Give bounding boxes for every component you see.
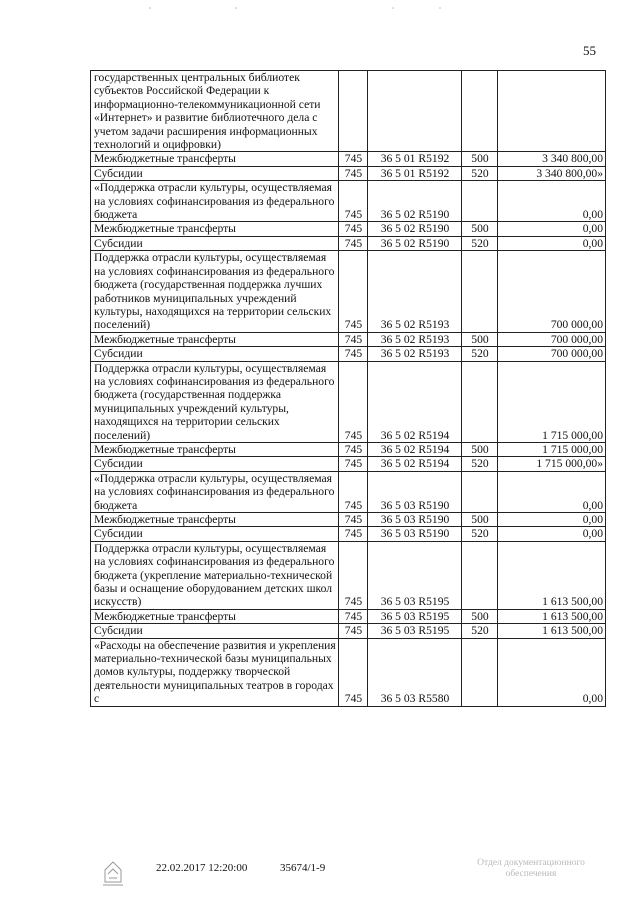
table-row [91,71,606,152]
item-name-cell: Субсидии [91,624,339,638]
item-name-cell: Субсидии [91,457,339,471]
expense-type-code-cell: 520 [462,624,498,638]
expense-type-code-cell: 500 [462,152,498,166]
target-article-code-cell: 36 5 03 R5195 [368,624,462,638]
department-code-cell: 745 [339,332,368,346]
expense-type-code-cell [462,71,498,152]
amount-cell: 1 613 500,00 [498,609,606,623]
item-name-cell: Межбюджетные трансферты [91,332,339,346]
scan-edge-artifacts [0,0,640,8]
item-name-cell: Межбюджетные трансферты [91,609,339,623]
department-code-cell: 745 [339,347,368,361]
table-row [91,457,606,471]
target-article-code-cell: 36 5 02 R5193 [368,251,462,332]
footer-document-number: 35674/1-9 [280,862,326,874]
item-name-cell: Поддержка отрасли культуры, осуществляемая на условиях софинансирования из федерального бюджета (государственная поддержка лучших работников муниципальных учреждений культуры, находящихся на территории сельских поселений) [91,251,339,332]
target-article-code-cell: 36 5 02 R5190 [368,236,462,250]
target-article-code-cell: 36 5 01 R5192 [368,152,462,166]
target-article-code-cell: 36 5 03 R5580 [368,638,462,706]
target-article-code-cell: 36 5 02 R5190 [368,222,462,236]
department-code-cell: 745 [339,181,368,222]
table-row [91,471,606,512]
table-row [91,513,606,527]
expense-type-code-cell: 500 [462,609,498,623]
amount-cell: 3 340 800,00 [498,152,606,166]
department-code-cell: 745 [339,442,368,456]
target-article-code-cell: 36 5 03 R5195 [368,541,462,609]
table-row [91,609,606,623]
department-code-cell: 745 [339,471,368,512]
target-article-code-cell: 36 5 03 R5190 [368,513,462,527]
department-code-cell [339,71,368,152]
department-code-cell: 745 [339,638,368,706]
table-row [91,166,606,180]
target-article-code-cell: 36 5 03 R5190 [368,527,462,541]
department-code-cell: 745 [339,513,368,527]
table-row [91,181,606,222]
expense-type-code-cell: 500 [462,222,498,236]
item-name-cell: Поддержка отрасли культуры, осуществляемая на условиях софинансирования из федерального бюджета (государственная поддержка муниципальных учреждений культуры, находящихся на территории сельских поселений) [91,361,339,442]
table-row [91,527,606,541]
target-article-code-cell: 36 5 02 R5194 [368,361,462,442]
department-code-cell: 745 [339,527,368,541]
department-code-cell: 745 [339,457,368,471]
footer-date: 22.02.2017 12:20:00 [156,862,248,874]
expense-type-code-cell [462,181,498,222]
department-code-cell: 745 [339,541,368,609]
amount-cell: 1 715 000,00» [498,457,606,471]
target-article-code-cell: 36 5 03 R5190 [368,471,462,512]
amount-cell: 700 000,00 [498,251,606,332]
target-article-code-cell [368,71,462,152]
target-article-code-cell: 36 5 02 R5193 [368,332,462,346]
amount-cell: 1 613 500,00 [498,541,606,609]
department-code-cell: 745 [339,166,368,180]
expense-type-code-cell [462,251,498,332]
table-row [91,251,606,332]
table-row [91,236,606,250]
amount-cell: 1 715 000,00 [498,442,606,456]
expense-type-code-cell: 520 [462,166,498,180]
target-article-code-cell: 36 5 02 R5193 [368,347,462,361]
expense-type-code-cell: 520 [462,457,498,471]
item-name-cell: Межбюджетные трансферты [91,222,339,236]
department-code-cell: 745 [339,251,368,332]
expense-type-code-cell [462,471,498,512]
expense-type-code-cell: 500 [462,442,498,456]
amount-cell: 0,00 [498,181,606,222]
item-name-cell: «Поддержка отрасли культуры, осуществляемая на условиях софинансирования из федерального бюджета [91,471,339,512]
table-row [91,347,606,361]
expense-type-code-cell [462,541,498,609]
item-name-cell: государственных центральных библиотек субъектов Российской Федерации к информационно-телекоммуникационной сети «Интернет» и развитие библиотечного дела с учетом задачи расширения информационных технологий и оцифровки) [91,71,339,152]
department-code-cell: 745 [339,152,368,166]
department-code-cell: 745 [339,609,368,623]
table-row [91,361,606,442]
amount-cell: 0,00 [498,236,606,250]
amount-cell: 700 000,00 [498,347,606,361]
target-article-code-cell: 36 5 03 R5195 [368,609,462,623]
amount-cell: 0,00 [498,222,606,236]
item-name-cell: Межбюджетные трансферты [91,513,339,527]
expense-type-code-cell: 520 [462,527,498,541]
amount-cell: 0,00 [498,638,606,706]
amount-cell: 700 000,00 [498,332,606,346]
target-article-code-cell: 36 5 02 R5190 [368,181,462,222]
item-name-cell: «Поддержка отрасли культуры, осуществляемая на условиях софинансирования из федерального бюджета [91,181,339,222]
page-number: 55 [583,43,596,58]
table-row [91,638,606,706]
target-article-code-cell: 36 5 02 R5194 [368,442,462,456]
expense-type-code-cell [462,638,498,706]
item-name-cell: Субсидии [91,347,339,361]
table-row [91,332,606,346]
table-row [91,222,606,236]
expense-type-code-cell: 520 [462,236,498,250]
budget-table [90,70,606,707]
department-code-cell: 745 [339,624,368,638]
expense-type-code-cell [462,361,498,442]
amount-cell: 3 340 800,00» [498,166,606,180]
item-name-cell: Межбюджетные трансферты [91,442,339,456]
amount-cell: 0,00 [498,527,606,541]
target-article-code-cell: 36 5 02 R5194 [368,457,462,471]
table-row [91,442,606,456]
amount-cell: 0,00 [498,513,606,527]
item-name-cell: Субсидии [91,236,339,250]
department-code-cell: 745 [339,236,368,250]
department-code-cell: 745 [339,361,368,442]
expense-type-code-cell: 500 [462,332,498,346]
table-row [91,541,606,609]
table-row [91,152,606,166]
expense-type-code-cell: 500 [462,513,498,527]
document-system-logo-icon [100,860,126,888]
amount-cell [498,71,606,152]
expense-type-code-cell: 520 [462,347,498,361]
item-name-cell: Субсидии [91,527,339,541]
table-row [91,624,606,638]
amount-cell: 1 715 000,00 [498,361,606,442]
item-name-cell: Поддержка отрасли культуры, осуществляемая на условиях софинансирования из федерального бюджета (укрепление материально-технической базы и оснащение оборудованием детских школ искусств) [91,541,339,609]
item-name-cell: «Расходы на обеспечение развития и укрепления материально-технической базы муниципальных домов культуры, поддержку творческой деятельности муниципальных театров в городах с [91,638,339,706]
item-name-cell: Межбюджетные трансферты [91,152,339,166]
footer-stamp-text: Отдел документационного обеспечения [477,858,585,879]
department-code-cell: 745 [339,222,368,236]
amount-cell: 1 613 500,00 [498,624,606,638]
amount-cell: 0,00 [498,471,606,512]
item-name-cell: Субсидии [91,166,339,180]
target-article-code-cell: 36 5 01 R5192 [368,166,462,180]
